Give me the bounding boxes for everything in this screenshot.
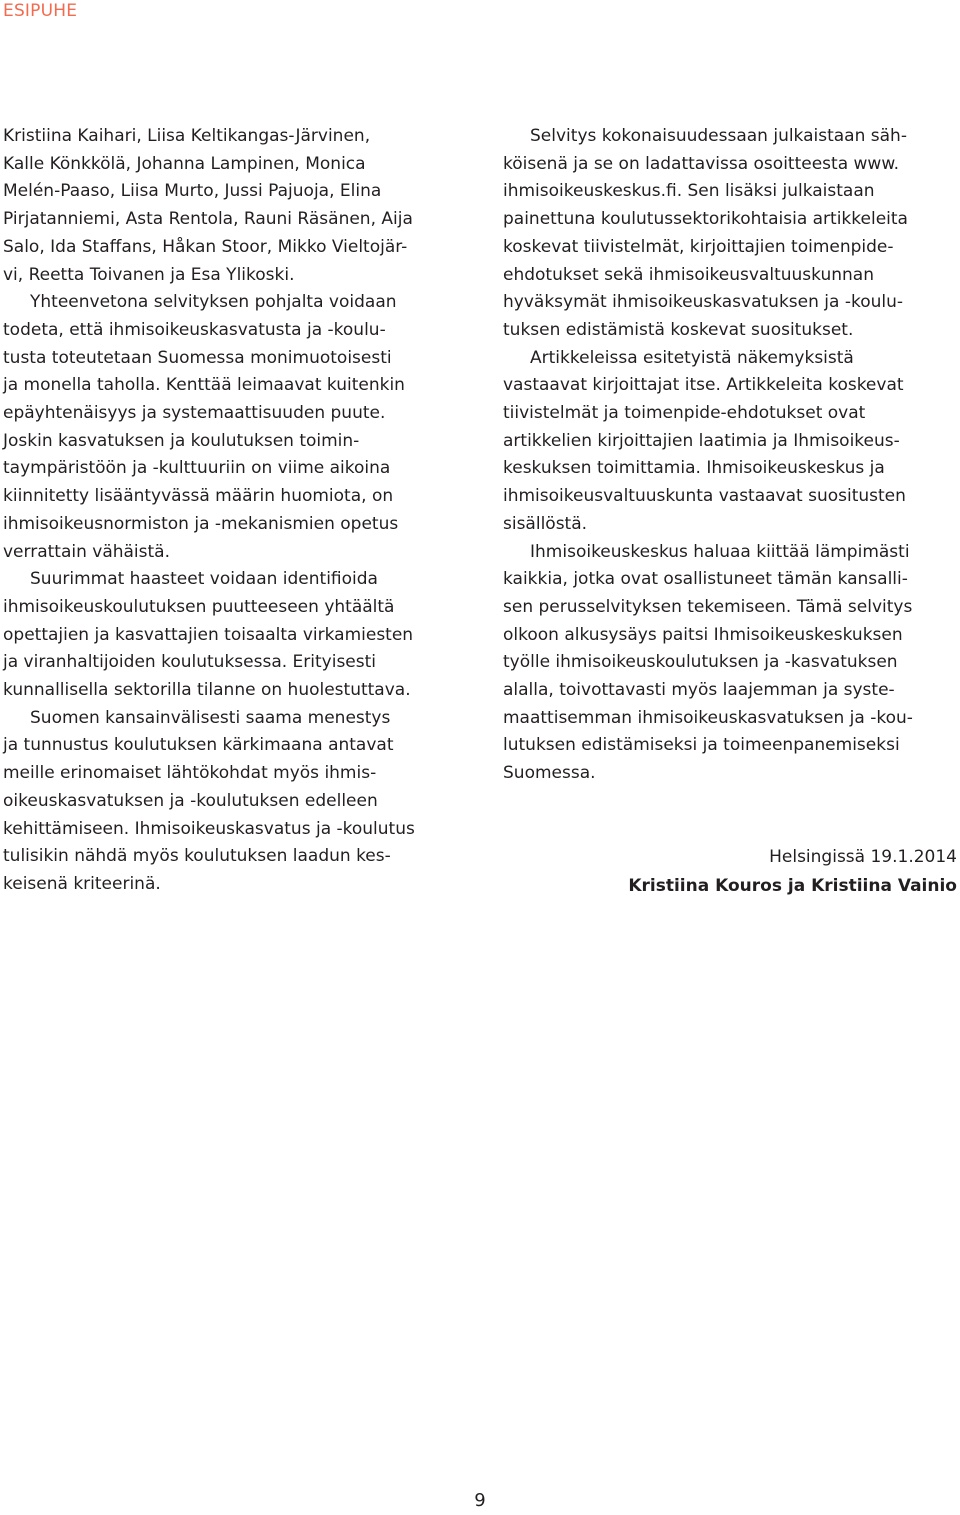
text-line: olkoon alkusysäys paitsi Ihmisoikeuskeskuksen (503, 624, 903, 645)
text-line: ehdotukset sekä ihmisoikeusvaltuuskunnan (503, 264, 874, 285)
text-line: sen perusselvityksen tekemiseen. Tämä selvitys (503, 596, 913, 617)
section-label: ESIPUHE (3, 1, 78, 21)
left-text-column (3, 123, 455, 899)
text-line: epäyhtenäisyys ja systemaattisuuden puute. (3, 403, 386, 424)
text-line: opettajien ja kasvattajien toisaalta virkamiesten (3, 624, 414, 645)
text-line: Artikkeleissa esitetyistä näkemyksistä (503, 347, 854, 368)
text-line: Kalle Könkkölä, Johanna Lampinen, Monica (3, 153, 366, 174)
text-line: lutuksen edistämiseksi ja toimeenpanemiseksi (503, 735, 900, 756)
text-line: ihmisoikeuskoulutuksen puutteeseen yhtäältä (3, 596, 395, 617)
text-line: kiinnitetty lisääntyvässä määrin huomiota, on (3, 486, 394, 507)
text-line: Melén-Paaso, Liisa Murto, Jussi Pajuoja, Elina (3, 181, 382, 202)
text-line: Pirjatanniemi, Asta Rentola, Rauni Räsänen, Aija (3, 209, 413, 230)
text-line: ihmisoikeuskeskus.fi. Sen lisäksi julkaistaan (503, 181, 875, 202)
text-line: Yhteenvetona selvityksen pohjalta voidaan (3, 292, 397, 313)
text-line: oikeuskasvatuksen ja -koulutuksen edelleen (3, 790, 378, 811)
text-line: ja tunnustus koulutuksen kärkimaana antavat (3, 735, 394, 756)
text-line: Suurimmat haasteet voidaan identifioida (3, 569, 378, 590)
text-line: Joskin kasvatuksen ja koulutuksen toimin- (3, 430, 360, 451)
text-line: Salo, Ida Staffans, Håkan Stoor, Mikko Vieltojär- (3, 236, 408, 257)
text-line: tulisikin nähdä myös koulutuksen laadun kes- (3, 846, 391, 867)
text-line: vastaavat kirjoittajat itse. Artikkeleita koskevat (503, 375, 904, 396)
text-line: tusta toteutetaan Suomessa monimuotoisesti (3, 347, 392, 368)
text-line: sisällöstä. (503, 513, 588, 534)
text-line: Selvitys kokonaisuudessaan julkaistaan säh- (503, 126, 907, 146)
text-line: Suomessa. (503, 763, 596, 784)
text-line: todeta, että ihmisoikeuskasvatusta ja -koulu- (3, 319, 386, 340)
signature-block (628, 843, 957, 901)
text-line: keskuksen toimittamia. Ihmisoikeuskeskus ja (503, 458, 885, 479)
text-line: keisenä kriteerinä. (3, 873, 161, 894)
text-line: hyväksymät ihmisoikeuskasvatuksen ja -koulu- (503, 292, 904, 313)
text-line: työlle ihmisoikeuskoulutuksen ja -kasvatuksen (503, 652, 898, 673)
text-line: kehittämiseen. Ihmisoikeuskasvatus ja -koulutus (3, 818, 415, 839)
text-line: ja viranhaltijoiden koulutuksessa. Erityisesti (3, 652, 377, 673)
text-line: köisenä ja se on ladattavissa osoitteesta www. (503, 153, 900, 174)
text-line: ihmisoikeusvaltuuskunta vastaavat suositusten (503, 486, 906, 507)
text-line: ihmisoikeusnormiston ja -mekanismien opetus (3, 513, 399, 534)
text-line: koskevat tiivistelmät, kirjoittajien toimenpide- (503, 236, 894, 257)
text-line: ja monella taholla. Kenttää leimaavat kuitenkin (3, 375, 405, 396)
text-line: alalla, toivottavasti myös laajemman ja syste- (503, 680, 895, 701)
text-line: painettuna koulutussektorikohtaisia artikkeleita (503, 209, 908, 230)
text-line: meille erinomaiset lähtökohdat myös ihmis- (3, 763, 377, 784)
text-line: Suomen kansainvälisesti saama menestys (3, 707, 391, 728)
text-line: kunnallisella sektorilla tilanne on huolestuttava. (3, 680, 411, 701)
text-line: maattisemman ihmisoikeuskasvatuksen ja -kou- (503, 707, 913, 728)
text-line: kaikkia, jotka ovat osallistuneet tämän kansalli- (503, 569, 908, 590)
text-line: taympäristöön ja -kulttuuriin on viime aikoina (3, 458, 391, 479)
text-line: tuksen edistämistä koskevat suositukset. (503, 319, 854, 340)
right-text-column (503, 123, 958, 788)
signature-place-date: Helsingissä 19.1.2014 (769, 847, 957, 867)
text-line: verrattain vähäistä. (3, 541, 171, 562)
text-line: artikkelien kirjoittajien laatimia ja Ihmisoikeus- (503, 430, 900, 451)
text-line: Kristiina Kaihari, Liisa Keltikangas-Järvinen, (3, 126, 371, 146)
text-line: Ihmisoikeuskeskus haluaa kiittää lämpimästi (503, 541, 910, 562)
signature-names: Kristiina Kouros ja Kristiina Vainio (628, 876, 957, 896)
text-line: vi, Reetta Toivanen ja Esa Ylikoski. (3, 264, 295, 285)
text-line: tiivistelmät ja toimenpide-ehdotukset ovat (503, 403, 866, 424)
page-number: 9 (474, 1490, 486, 1511)
